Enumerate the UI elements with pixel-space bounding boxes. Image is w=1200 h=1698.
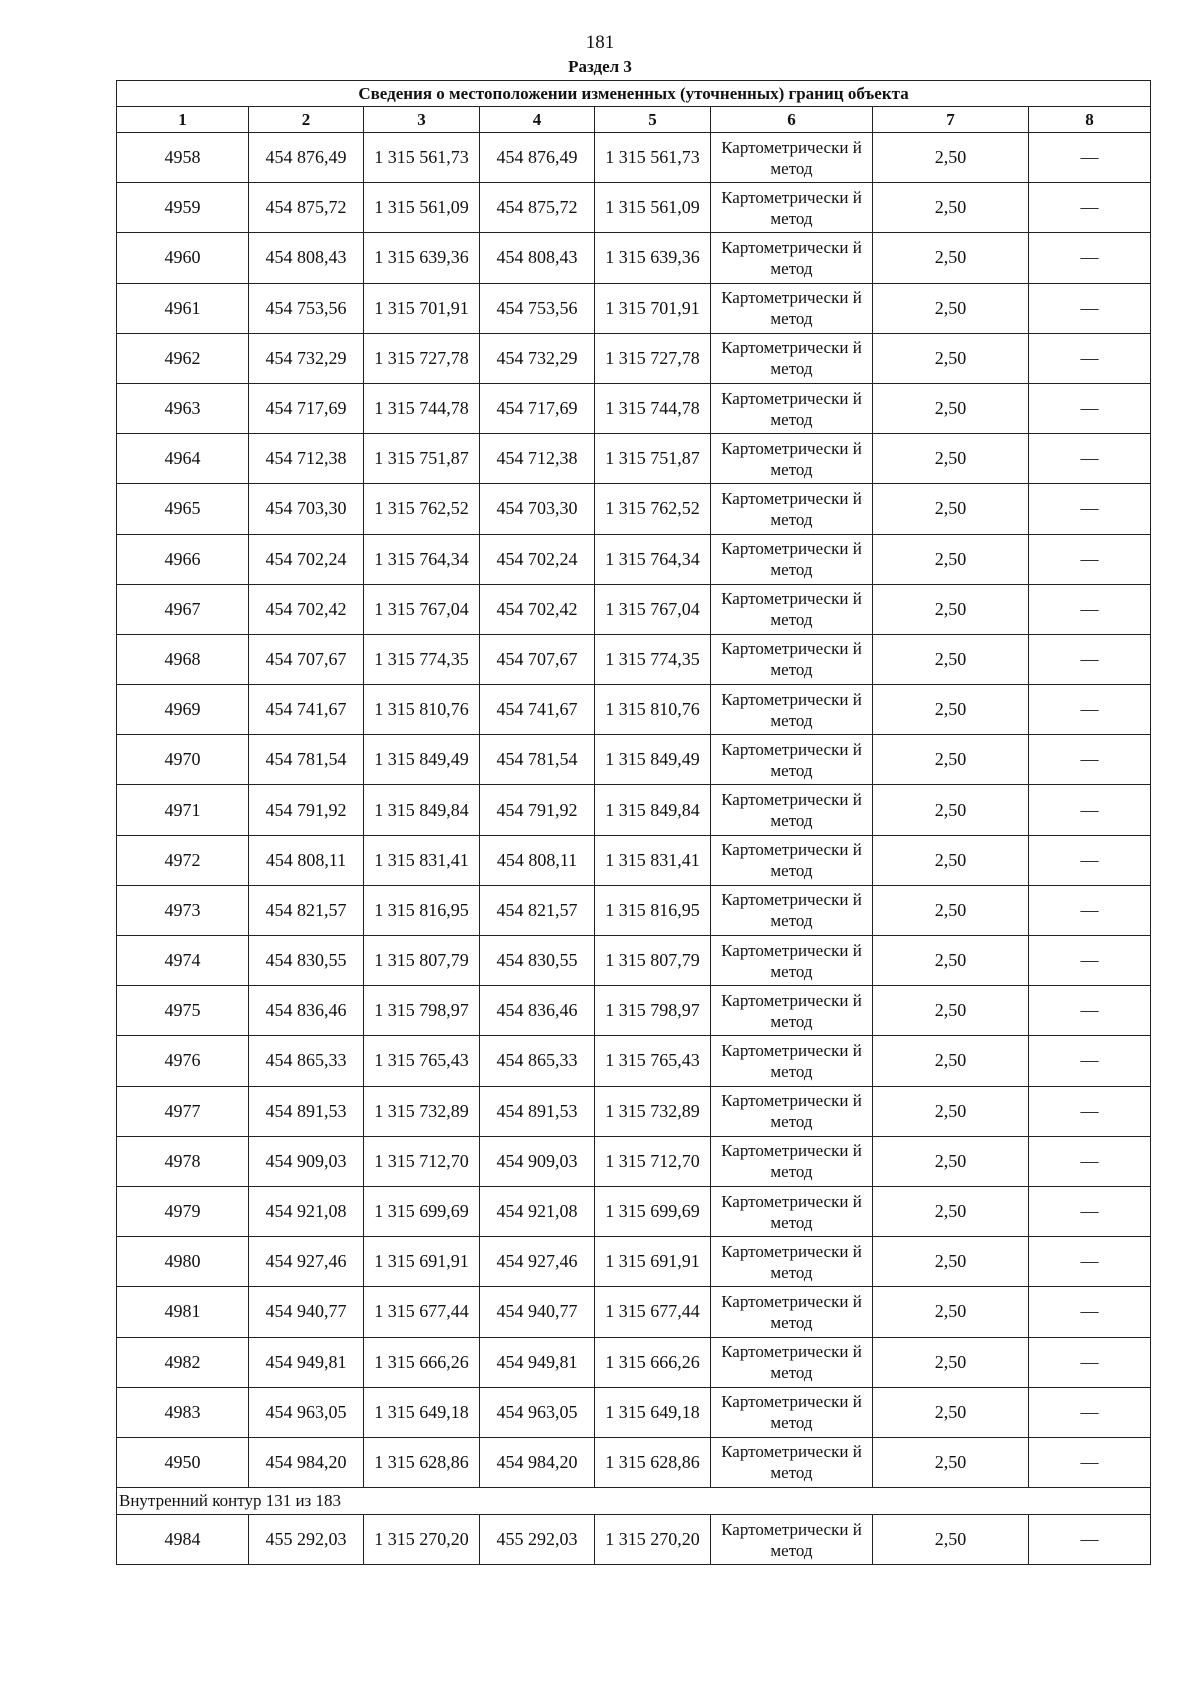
method-cell: Картометрически й метод [711, 434, 873, 484]
column-number: 6 [711, 107, 873, 133]
table-row [117, 1086, 1151, 1136]
description-cell: — [1029, 1186, 1151, 1236]
x-new-cell: 454 836,46 [480, 986, 595, 1036]
accuracy-cell: 2,50 [873, 936, 1029, 986]
y-old-cell: 1 315 816,95 [364, 885, 480, 935]
y-old-cell: 1 315 831,41 [364, 835, 480, 885]
y-new-cell: 1 315 816,95 [595, 885, 711, 935]
page-number: 181 [585, 32, 615, 53]
description-cell: — [1029, 936, 1151, 986]
y-new-cell: 1 315 849,84 [595, 785, 711, 835]
y-new-cell: 1 315 561,73 [595, 133, 711, 183]
point-number-cell: 4960 [117, 233, 249, 283]
table-row [117, 885, 1151, 935]
x-old-cell: 454 702,24 [249, 534, 364, 584]
y-old-cell: 1 315 849,84 [364, 785, 480, 835]
contour-section [117, 1488, 1151, 1515]
x-new-cell: 454 707,67 [480, 634, 595, 684]
x-new-cell: 454 808,43 [480, 233, 595, 283]
column-number: 3 [364, 107, 480, 133]
table-row [117, 534, 1151, 584]
y-old-cell: 1 315 712,70 [364, 1136, 480, 1186]
accuracy-cell: 2,50 [873, 1437, 1029, 1487]
y-old-cell: 1 315 744,78 [364, 383, 480, 433]
y-new-cell: 1 315 798,97 [595, 986, 711, 1036]
y-new-cell: 1 315 712,70 [595, 1136, 711, 1186]
y-new-cell: 1 315 701,91 [595, 283, 711, 333]
column-number: 1 [117, 107, 249, 133]
x-old-cell: 454 717,69 [249, 383, 364, 433]
method-cell: Картометрически й метод [711, 685, 873, 735]
description-cell: — [1029, 986, 1151, 1036]
point-number-cell: 4961 [117, 283, 249, 333]
description-cell: — [1029, 383, 1151, 433]
y-new-cell: 1 315 764,34 [595, 534, 711, 584]
table-row [117, 1136, 1151, 1186]
table-row [117, 584, 1151, 634]
y-old-cell: 1 315 764,34 [364, 534, 480, 584]
y-old-cell: 1 315 628,86 [364, 1437, 480, 1487]
x-old-cell: 454 836,46 [249, 986, 364, 1036]
y-new-cell: 1 315 732,89 [595, 1086, 711, 1136]
x-new-cell: 454 949,81 [480, 1337, 595, 1387]
accuracy-cell: 2,50 [873, 1186, 1029, 1236]
x-old-cell: 454 830,55 [249, 936, 364, 986]
table-row [117, 936, 1151, 986]
method-cell: Картометрически й метод [711, 383, 873, 433]
y-old-cell: 1 315 701,91 [364, 283, 480, 333]
y-old-cell: 1 315 849,49 [364, 735, 480, 785]
y-old-cell: 1 315 691,91 [364, 1237, 480, 1287]
x-new-cell: 454 984,20 [480, 1437, 595, 1487]
y-old-cell: 1 315 561,73 [364, 133, 480, 183]
y-new-cell: 1 315 810,76 [595, 685, 711, 735]
x-new-cell: 454 940,77 [480, 1287, 595, 1337]
x-old-cell: 454 753,56 [249, 283, 364, 333]
table-row [117, 434, 1151, 484]
point-number-cell: 4959 [117, 183, 249, 233]
description-cell: — [1029, 1437, 1151, 1487]
method-cell: Картометрически й метод [711, 1287, 873, 1337]
point-number-cell: 4965 [117, 484, 249, 534]
accuracy-cell: 2,50 [873, 133, 1029, 183]
method-cell: Картометрически й метод [711, 584, 873, 634]
contour-table-body [117, 1515, 1151, 1565]
table-body [117, 133, 1151, 1488]
column-number: 2 [249, 107, 364, 133]
accuracy-cell: 2,50 [873, 634, 1029, 684]
y-new-cell: 1 315 639,36 [595, 233, 711, 283]
table-row [117, 1515, 1151, 1565]
description-cell: — [1029, 1136, 1151, 1186]
column-number: 7 [873, 107, 1029, 133]
description-cell: — [1029, 584, 1151, 634]
table-row [117, 1337, 1151, 1387]
y-new-cell: 1 315 744,78 [595, 383, 711, 433]
y-old-cell: 1 315 270,20 [364, 1515, 480, 1565]
x-new-cell: 454 891,53 [480, 1086, 595, 1136]
table-row [117, 133, 1151, 183]
x-new-cell: 454 741,67 [480, 685, 595, 735]
x-new-cell: 454 909,03 [480, 1136, 595, 1186]
point-number-cell: 4973 [117, 885, 249, 935]
table-row [117, 835, 1151, 885]
y-new-cell: 1 315 628,86 [595, 1437, 711, 1487]
table-row [117, 1287, 1151, 1337]
description-cell: — [1029, 1086, 1151, 1136]
description-cell: — [1029, 1287, 1151, 1337]
x-old-cell: 454 921,08 [249, 1186, 364, 1236]
x-new-cell: 454 702,42 [480, 584, 595, 634]
method-cell: Картометрически й метод [711, 1136, 873, 1186]
y-new-cell: 1 315 831,41 [595, 835, 711, 885]
x-new-cell: 454 808,11 [480, 835, 595, 885]
column-number: 4 [480, 107, 595, 133]
y-old-cell: 1 315 807,79 [364, 936, 480, 986]
method-cell: Картометрически й метод [711, 1186, 873, 1236]
x-old-cell: 454 891,53 [249, 1086, 364, 1136]
accuracy-cell: 2,50 [873, 885, 1029, 935]
point-number-cell: 4978 [117, 1136, 249, 1186]
point-number-cell: 4970 [117, 735, 249, 785]
point-number-cell: 4975 [117, 986, 249, 1036]
x-old-cell: 454 963,05 [249, 1387, 364, 1437]
x-old-cell: 454 875,72 [249, 183, 364, 233]
y-new-cell: 1 315 762,52 [595, 484, 711, 534]
x-old-cell: 454 949,81 [249, 1337, 364, 1387]
description-cell: — [1029, 133, 1151, 183]
method-cell: Картометрически й метод [711, 785, 873, 835]
table-row [117, 383, 1151, 433]
accuracy-cell: 2,50 [873, 1036, 1029, 1086]
accuracy-cell: 2,50 [873, 1337, 1029, 1387]
y-old-cell: 1 315 774,35 [364, 634, 480, 684]
x-old-cell: 454 984,20 [249, 1437, 364, 1487]
description-cell: — [1029, 634, 1151, 684]
table-row [117, 1387, 1151, 1437]
x-new-cell: 454 712,38 [480, 434, 595, 484]
point-number-cell: 4962 [117, 333, 249, 383]
y-new-cell: 1 315 666,26 [595, 1337, 711, 1387]
accuracy-cell: 2,50 [873, 1237, 1029, 1287]
x-new-cell: 454 921,08 [480, 1186, 595, 1236]
point-number-cell: 4976 [117, 1036, 249, 1086]
table-row [117, 183, 1151, 233]
method-cell: Картометрически й метод [711, 634, 873, 684]
y-old-cell: 1 315 810,76 [364, 685, 480, 735]
accuracy-cell: 2,50 [873, 584, 1029, 634]
method-cell: Картометрически й метод [711, 233, 873, 283]
table-row [117, 333, 1151, 383]
method-cell: Картометрически й метод [711, 1437, 873, 1487]
coordinates-table [116, 80, 1151, 1565]
column-number: 5 [595, 107, 711, 133]
y-old-cell: 1 315 767,04 [364, 584, 480, 634]
x-old-cell: 454 702,42 [249, 584, 364, 634]
accuracy-cell: 2,50 [873, 1387, 1029, 1437]
x-old-cell: 454 865,33 [249, 1036, 364, 1086]
point-number-cell: 4966 [117, 534, 249, 584]
table-row [117, 1036, 1151, 1086]
section-title: Раздел 3 [568, 57, 632, 76]
method-cell: Картометрически й метод [711, 885, 873, 935]
method-cell: Картометрически й метод [711, 283, 873, 333]
method-cell: Картометрически й метод [711, 1515, 873, 1565]
method-cell: Картометрически й метод [711, 1237, 873, 1287]
description-cell: — [1029, 1337, 1151, 1387]
table-caption-row [117, 81, 1151, 107]
x-old-cell: 454 927,46 [249, 1237, 364, 1287]
accuracy-cell: 2,50 [873, 1086, 1029, 1136]
y-new-cell: 1 315 767,04 [595, 584, 711, 634]
y-new-cell: 1 315 751,87 [595, 434, 711, 484]
y-old-cell: 1 315 677,44 [364, 1287, 480, 1337]
column-number: 8 [1029, 107, 1151, 133]
y-old-cell: 1 315 762,52 [364, 484, 480, 534]
description-cell: — [1029, 484, 1151, 534]
y-new-cell: 1 315 765,43 [595, 1036, 711, 1086]
x-new-cell: 454 717,69 [480, 383, 595, 433]
description-cell: — [1029, 685, 1151, 735]
y-new-cell: 1 315 691,91 [595, 1237, 711, 1287]
method-cell: Картометрически й метод [711, 1387, 873, 1437]
x-old-cell: 454 791,92 [249, 785, 364, 835]
x-new-cell: 455 292,03 [480, 1515, 595, 1565]
accuracy-cell: 2,50 [873, 735, 1029, 785]
x-old-cell: 454 707,67 [249, 634, 364, 684]
y-new-cell: 1 315 699,69 [595, 1186, 711, 1236]
x-new-cell: 454 876,49 [480, 133, 595, 183]
x-new-cell: 454 732,29 [480, 333, 595, 383]
x-new-cell: 454 702,24 [480, 534, 595, 584]
x-new-cell: 454 821,57 [480, 885, 595, 935]
description-cell: — [1029, 534, 1151, 584]
description-cell: — [1029, 333, 1151, 383]
method-cell: Картометрически й метод [711, 1337, 873, 1387]
y-new-cell: 1 315 270,20 [595, 1515, 711, 1565]
x-old-cell: 454 741,67 [249, 685, 364, 735]
method-cell: Картометрически й метод [711, 986, 873, 1036]
accuracy-cell: 2,50 [873, 986, 1029, 1036]
accuracy-cell: 2,50 [873, 383, 1029, 433]
x-old-cell: 455 292,03 [249, 1515, 364, 1565]
accuracy-cell: 2,50 [873, 685, 1029, 735]
table-row [117, 785, 1151, 835]
accuracy-cell: 2,50 [873, 785, 1029, 835]
x-new-cell: 454 791,92 [480, 785, 595, 835]
description-cell: — [1029, 835, 1151, 885]
y-old-cell: 1 315 639,36 [364, 233, 480, 283]
method-cell: Картометрически й метод [711, 133, 873, 183]
accuracy-cell: 2,50 [873, 434, 1029, 484]
method-cell: Картометрически й метод [711, 333, 873, 383]
point-number-cell: 4950 [117, 1437, 249, 1487]
description-cell: — [1029, 283, 1151, 333]
y-new-cell: 1 315 849,49 [595, 735, 711, 785]
table-caption: Сведения о местоположении измененных (уточненных) границ объекта [117, 81, 1151, 107]
y-old-cell: 1 315 798,97 [364, 986, 480, 1036]
point-number-cell: 4972 [117, 835, 249, 885]
y-new-cell: 1 315 649,18 [595, 1387, 711, 1437]
point-number-cell: 4958 [117, 133, 249, 183]
table-row [117, 283, 1151, 333]
column-number-row [117, 107, 1151, 133]
method-cell: Картометрически й метод [711, 1086, 873, 1136]
x-new-cell: 454 927,46 [480, 1237, 595, 1287]
x-old-cell: 454 781,54 [249, 735, 364, 785]
description-cell: — [1029, 1515, 1151, 1565]
method-cell: Картометрически й метод [711, 183, 873, 233]
contour-label: Внутренний контур 131 из 183 [117, 1488, 1151, 1515]
table-row [117, 1437, 1151, 1487]
x-new-cell: 454 830,55 [480, 936, 595, 986]
x-old-cell: 454 712,38 [249, 434, 364, 484]
accuracy-cell: 2,50 [873, 233, 1029, 283]
x-old-cell: 454 876,49 [249, 133, 364, 183]
accuracy-cell: 2,50 [873, 333, 1029, 383]
table-row [117, 484, 1151, 534]
x-old-cell: 454 808,43 [249, 233, 364, 283]
y-old-cell: 1 315 561,09 [364, 183, 480, 233]
contour-label-row [117, 1488, 1151, 1515]
accuracy-cell: 2,50 [873, 484, 1029, 534]
table-row [117, 634, 1151, 684]
point-number-cell: 4964 [117, 434, 249, 484]
point-number-cell: 4983 [117, 1387, 249, 1437]
y-old-cell: 1 315 751,87 [364, 434, 480, 484]
y-new-cell: 1 315 807,79 [595, 936, 711, 986]
accuracy-cell: 2,50 [873, 1287, 1029, 1337]
x-old-cell: 454 703,30 [249, 484, 364, 534]
y-old-cell: 1 315 699,69 [364, 1186, 480, 1236]
point-number-cell: 4974 [117, 936, 249, 986]
accuracy-cell: 2,50 [873, 534, 1029, 584]
x-old-cell: 454 940,77 [249, 1287, 364, 1337]
accuracy-cell: 2,50 [873, 1515, 1029, 1565]
x-new-cell: 454 703,30 [480, 484, 595, 534]
point-number-cell: 4963 [117, 383, 249, 433]
table-row [117, 1237, 1151, 1287]
point-number-cell: 4971 [117, 785, 249, 835]
x-new-cell: 454 963,05 [480, 1387, 595, 1437]
point-number-cell: 4980 [117, 1237, 249, 1287]
y-new-cell: 1 315 727,78 [595, 333, 711, 383]
method-cell: Картометрически й метод [711, 1036, 873, 1086]
description-cell: — [1029, 233, 1151, 283]
x-old-cell: 454 821,57 [249, 885, 364, 935]
point-number-cell: 4968 [117, 634, 249, 684]
y-new-cell: 1 315 774,35 [595, 634, 711, 684]
y-old-cell: 1 315 649,18 [364, 1387, 480, 1437]
point-number-cell: 4981 [117, 1287, 249, 1337]
y-old-cell: 1 315 666,26 [364, 1337, 480, 1387]
method-cell: Картометрически й метод [711, 835, 873, 885]
y-old-cell: 1 315 732,89 [364, 1086, 480, 1136]
method-cell: Картометрически й метод [711, 936, 873, 986]
description-cell: — [1029, 1036, 1151, 1086]
accuracy-cell: 2,50 [873, 835, 1029, 885]
x-old-cell: 454 909,03 [249, 1136, 364, 1186]
x-new-cell: 454 781,54 [480, 735, 595, 785]
method-cell: Картометрически й метод [711, 484, 873, 534]
x-new-cell: 454 875,72 [480, 183, 595, 233]
x-old-cell: 454 808,11 [249, 835, 364, 885]
y-old-cell: 1 315 765,43 [364, 1036, 480, 1086]
point-number-cell: 4984 [117, 1515, 249, 1565]
y-new-cell: 1 315 677,44 [595, 1287, 711, 1337]
description-cell: — [1029, 1237, 1151, 1287]
accuracy-cell: 2,50 [873, 183, 1029, 233]
description-cell: — [1029, 885, 1151, 935]
method-cell: Картометрически й метод [711, 735, 873, 785]
description-cell: — [1029, 735, 1151, 785]
method-cell: Картометрически й метод [711, 534, 873, 584]
table-row [117, 986, 1151, 1036]
point-number-cell: 4967 [117, 584, 249, 634]
point-number-cell: 4979 [117, 1186, 249, 1236]
point-number-cell: 4982 [117, 1337, 249, 1387]
description-cell: — [1029, 785, 1151, 835]
y-new-cell: 1 315 561,09 [595, 183, 711, 233]
point-number-cell: 4977 [117, 1086, 249, 1136]
y-old-cell: 1 315 727,78 [364, 333, 480, 383]
table-row [117, 1186, 1151, 1236]
description-cell: — [1029, 434, 1151, 484]
description-cell: — [1029, 1387, 1151, 1437]
x-new-cell: 454 753,56 [480, 283, 595, 333]
table-row [117, 685, 1151, 735]
accuracy-cell: 2,50 [873, 283, 1029, 333]
table-row [117, 735, 1151, 785]
x-old-cell: 454 732,29 [249, 333, 364, 383]
accuracy-cell: 2,50 [873, 1136, 1029, 1186]
point-number-cell: 4969 [117, 685, 249, 735]
x-new-cell: 454 865,33 [480, 1036, 595, 1086]
table-row [117, 233, 1151, 283]
description-cell: — [1029, 183, 1151, 233]
